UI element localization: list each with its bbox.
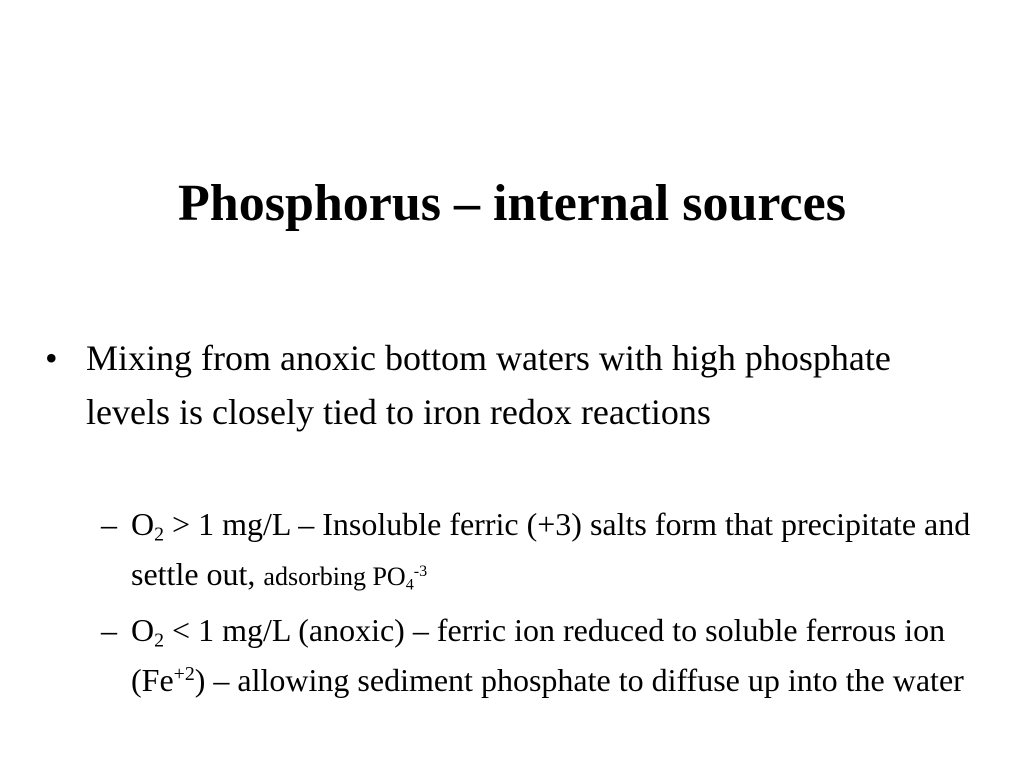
sub-bullet-item xyxy=(101,605,981,705)
adsorbing-text xyxy=(263,562,428,594)
sub-bullet-body-end: ) – allowing sediment phosphate to diffuse up into the water xyxy=(194,662,964,698)
sub-bullet-body: > 1 mg/L – Insoluble ferric (+3) salts form that precipitate and settle out, xyxy=(131,506,971,592)
phosphate-subscript: 4 xyxy=(405,576,414,594)
bullet-item xyxy=(45,331,965,439)
oxygen-subscript: 2 xyxy=(154,629,165,652)
sub-bullet-text xyxy=(131,499,981,602)
bullet-marker: • xyxy=(45,338,58,378)
oxygen-subscript: 2 xyxy=(154,523,165,546)
oxygen-symbol: O xyxy=(131,506,155,542)
bullet-text: Mixing from anoxic bottom waters with high phosphate levels is closely tied to iron redox reactions xyxy=(86,338,891,432)
sub-bullet-item xyxy=(101,499,981,602)
adsorbing-label: adsorbing PO xyxy=(263,562,406,591)
iron-superscript: +2 xyxy=(173,663,195,686)
sub-bullet-marker: – xyxy=(101,506,117,542)
sub-bullet-text xyxy=(131,605,981,705)
sub-bullet-marker: – xyxy=(101,612,117,648)
slide-title: Phosphorus – internal sources xyxy=(178,175,846,232)
oxygen-symbol: O xyxy=(131,612,155,648)
sub-bullet-body-start: < 1 mg/L (anoxic) – ferric ion reduced to soluble ferrous ion (Fe xyxy=(131,612,946,698)
phosphate-superscript: -3 xyxy=(413,563,428,581)
